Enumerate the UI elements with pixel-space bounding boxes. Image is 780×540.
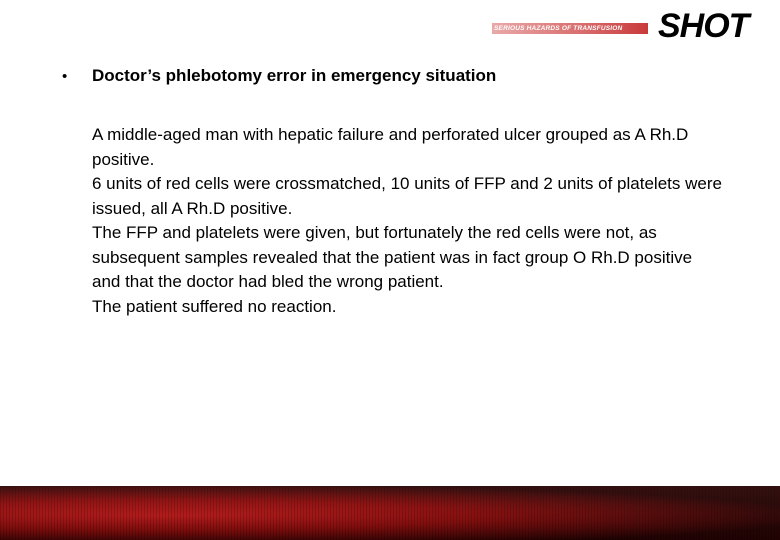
paragraph: A middle-aged man with hepatic failure and perforated ulcer grouped as A Rh.D positive. [92, 125, 689, 169]
body-text [92, 123, 722, 319]
shot-logo [490, 8, 770, 48]
bullet-heading-row [62, 66, 496, 86]
logo-tagline: SERIOUS HAZARDS OF TRANSFUSION [494, 25, 623, 32]
paragraph: 6 units of red cells were crossmatched, 10 units of FFP and 2 units of platelets were issued, all A Rh.D positive. [92, 174, 722, 218]
decorative-footer-band [0, 486, 780, 540]
slide-heading: Doctor’s phlebotomy error in emergency situation [92, 66, 497, 85]
bullet-icon: • [62, 68, 68, 85]
paragraph: The patient suffered no reaction. [92, 296, 337, 316]
logo-wordmark: SHOT [658, 7, 749, 45]
paragraph: The FFP and platelets were given, but fortunately the red cells were not, as subsequent samples revealed that the patient was in fact group O Rh.D positive and that the doctor had bled the wrong patient. [92, 223, 693, 291]
